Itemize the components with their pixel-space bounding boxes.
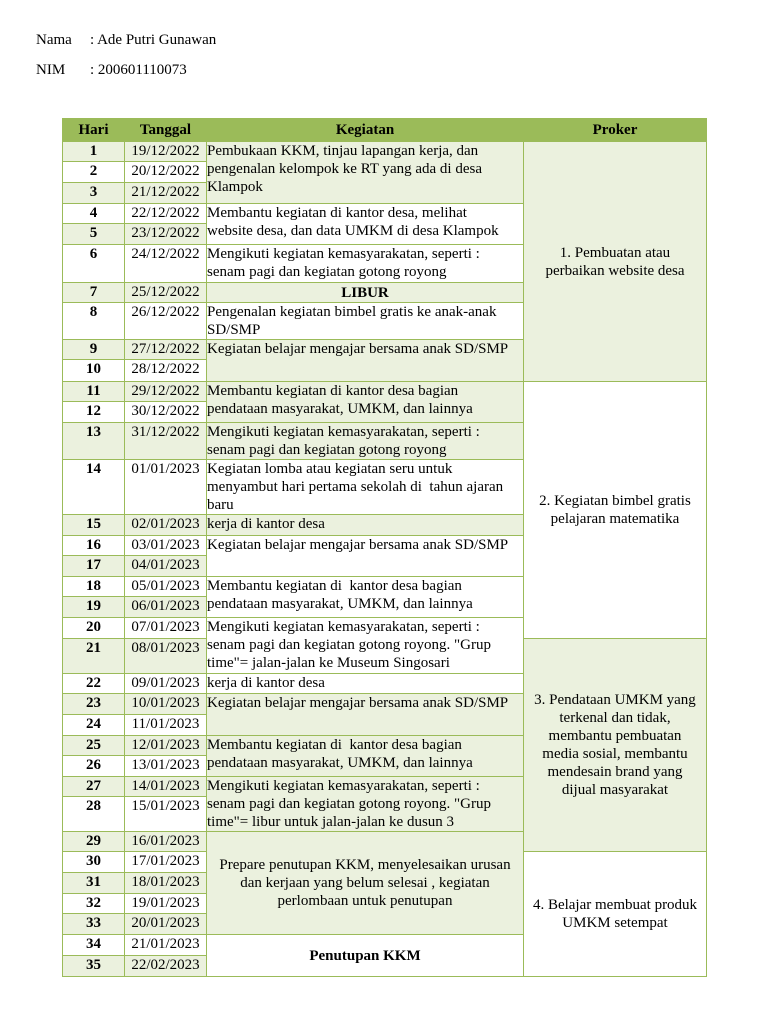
hari-cell: 19 <box>63 597 125 618</box>
tanggal-cell: 12/01/2023 <box>125 736 207 756</box>
hari-cell: 21 <box>63 639 125 674</box>
tanggal-cell: 04/01/2023 <box>125 556 207 577</box>
kegiatan-cell: Kegiatan lomba atau kegiatan seru untuk menyambut hari pertama sekolah di tahun ajaran baru <box>207 460 524 515</box>
kegiatan-cell: Membantu kegiatan di kantor desa bagian pendataan masyarakat, UMKM, dan lainnya <box>207 382 524 423</box>
hari-cell: 35 <box>63 956 125 977</box>
tanggal-cell: 26/12/2022 <box>125 303 207 340</box>
hari-cell: 6 <box>63 245 125 283</box>
hari-cell: 4 <box>63 204 125 224</box>
tanggal-cell: 23/12/2022 <box>125 224 207 245</box>
hari-cell: 30 <box>63 852 125 873</box>
hari-cell: 18 <box>63 577 125 597</box>
tanggal-cell: 19/12/2022 <box>125 142 207 162</box>
tanggal-cell: 13/01/2023 <box>125 756 207 777</box>
hari-cell: 15 <box>63 515 125 536</box>
hari-cell: 24 <box>63 715 125 736</box>
hari-cell: 27 <box>63 777 125 797</box>
hari-cell: 1 <box>63 142 125 162</box>
kegiatan-cell: Kegiatan belajar mengajar bersama anak SD/SMP <box>207 536 524 577</box>
hari-cell: 32 <box>63 894 125 914</box>
hari-cell: 16 <box>63 536 125 556</box>
column-header-kegiatan: Kegiatan <box>207 119 524 142</box>
hari-cell: 3 <box>63 183 125 204</box>
tanggal-cell: 08/01/2023 <box>125 639 207 674</box>
nama-value: : Ade Putri Gunawan <box>90 32 217 48</box>
hari-cell: 8 <box>63 303 125 340</box>
kegiatan-cell: Kegiatan belajar mengajar bersama anak SD/SMP <box>207 340 524 382</box>
hari-cell: 33 <box>63 914 125 935</box>
tanggal-cell: 16/01/2023 <box>125 832 207 852</box>
nim-label: NIM <box>36 62 66 78</box>
tanggal-cell: 07/01/2023 <box>125 618 207 639</box>
nama-label: Nama <box>36 32 72 48</box>
hari-cell: 29 <box>63 832 125 852</box>
hari-cell: 34 <box>63 935 125 956</box>
kegiatan-cell: kerja di kantor desa <box>207 674 524 694</box>
tanggal-cell: 15/01/2023 <box>125 797 207 832</box>
tanggal-cell: 30/12/2022 <box>125 402 207 423</box>
kegiatan-cell: Mengikuti kegiatan kemasyarakatan, seperti : senam pagi dan kegiatan gotong royong. "Grup time"= jalan-jalan ke Museum Singosari <box>207 618 524 674</box>
hari-cell: 25 <box>63 736 125 756</box>
tanggal-cell: 05/01/2023 <box>125 577 207 597</box>
column-header-tanggal: Tanggal <box>125 119 207 142</box>
hari-cell: 7 <box>63 283 125 303</box>
hari-cell: 23 <box>63 694 125 715</box>
tanggal-cell: 03/01/2023 <box>125 536 207 556</box>
proker-cell: 1. Pembuatan atau perbaikan website desa <box>524 142 707 382</box>
tanggal-cell: 19/01/2023 <box>125 894 207 914</box>
hari-cell: 11 <box>63 382 125 402</box>
tanggal-cell: 11/01/2023 <box>125 715 207 736</box>
tanggal-cell: 20/12/2022 <box>125 162 207 183</box>
nim-line <box>36 61 356 79</box>
hari-cell: 13 <box>63 423 125 460</box>
tanggal-cell: 29/12/2022 <box>125 382 207 402</box>
table-header-row <box>63 119 707 142</box>
nim-value: : 200601110073 <box>90 62 187 78</box>
column-header-proker: Proker <box>524 119 707 142</box>
hari-cell: 10 <box>63 360 125 382</box>
kegiatan-cell: Mengikuti kegiatan kemasyarakatan, seperti : senam pagi dan kegiatan gotong royong <box>207 245 524 283</box>
hari-cell: 22 <box>63 674 125 694</box>
table-row <box>63 142 707 162</box>
kegiatan-cell: Kegiatan belajar mengajar bersama anak SD/SMP <box>207 694 524 736</box>
tanggal-cell: 22/12/2022 <box>125 204 207 224</box>
kegiatan-cell: Membantu kegiatan di kantor desa bagian pendataan masyarakat, UMKM, dan lainnya <box>207 577 524 618</box>
proker-cell: 4. Belajar membuat produk UMKM setempat <box>524 852 707 977</box>
kegiatan-cell: Membantu kegiatan di kantor desa bagian pendataan masyarakat, UMKM, dan lainnya <box>207 736 524 777</box>
schedule-table <box>62 118 707 977</box>
column-header-hari: Hari <box>63 119 125 142</box>
tanggal-cell: 25/12/2022 <box>125 283 207 303</box>
tanggal-cell: 28/12/2022 <box>125 360 207 382</box>
kegiatan-cell-penutupan: Penutupan KKM <box>207 935 524 977</box>
table-row <box>63 382 707 402</box>
kegiatan-cell: Mengikuti kegiatan kemasyarakatan, seperti : senam pagi dan kegiatan gotong royong <box>207 423 524 460</box>
kegiatan-cell: kerja di kantor desa <box>207 515 524 536</box>
tanggal-cell: 06/01/2023 <box>125 597 207 618</box>
tanggal-cell: 22/02/2023 <box>125 956 207 977</box>
tanggal-cell: 21/12/2022 <box>125 183 207 204</box>
kegiatan-cell: Mengikuti kegiatan kemasyarakatan, seperti : senam pagi dan kegiatan gotong royong. "Grup time"= libur untuk jalan-jalan ke dusun 3 <box>207 777 524 832</box>
tanggal-cell: 09/01/2023 <box>125 674 207 694</box>
tanggal-cell: 27/12/2022 <box>125 340 207 360</box>
kegiatan-cell: Prepare penutupan KKM, menyelesaikan urusan dan kerjaan yang belum selesai , kegiatan perlombaan untuk penutupan <box>207 832 524 935</box>
tanggal-cell: 31/12/2022 <box>125 423 207 460</box>
tanggal-cell: 18/01/2023 <box>125 873 207 894</box>
hari-cell: 20 <box>63 618 125 639</box>
proker-cell: 2. Kegiatan bimbel gratis pelajaran matematika <box>524 382 707 639</box>
tanggal-cell: 24/12/2022 <box>125 245 207 283</box>
kegiatan-cell: Membantu kegiatan di kantor desa, melihat website desa, dan data UMKM di desa Klampok <box>207 204 524 245</box>
hari-cell: 2 <box>63 162 125 183</box>
hari-cell: 14 <box>63 460 125 515</box>
tanggal-cell: 21/01/2023 <box>125 935 207 956</box>
kegiatan-cell-libur: LIBUR <box>207 283 524 303</box>
tanggal-cell: 17/01/2023 <box>125 852 207 873</box>
tanggal-cell: 10/01/2023 <box>125 694 207 715</box>
kegiatan-cell: Pengenalan kegiatan bimbel gratis ke anak-anak SD/SMP <box>207 303 524 340</box>
hari-cell: 31 <box>63 873 125 894</box>
tanggal-cell: 01/01/2023 <box>125 460 207 515</box>
hari-cell: 26 <box>63 756 125 777</box>
hari-cell: 9 <box>63 340 125 360</box>
hari-cell: 5 <box>63 224 125 245</box>
hari-cell: 17 <box>63 556 125 577</box>
hari-cell: 28 <box>63 797 125 832</box>
tanggal-cell: 14/01/2023 <box>125 777 207 797</box>
kegiatan-cell: Pembukaan KKM, tinjau lapangan kerja, dan pengenalan kelompok ke RT yang ada di desa Klampok <box>207 142 524 204</box>
hari-cell: 12 <box>63 402 125 423</box>
tanggal-cell: 20/01/2023 <box>125 914 207 935</box>
nama-line <box>36 31 356 49</box>
proker-cell: 3. Pendataan UMKM yang terkenal dan tidak, membantu pembuatan media sosial, membantu mendesain brand yang dijual masyarakat <box>524 639 707 852</box>
tanggal-cell: 02/01/2023 <box>125 515 207 536</box>
